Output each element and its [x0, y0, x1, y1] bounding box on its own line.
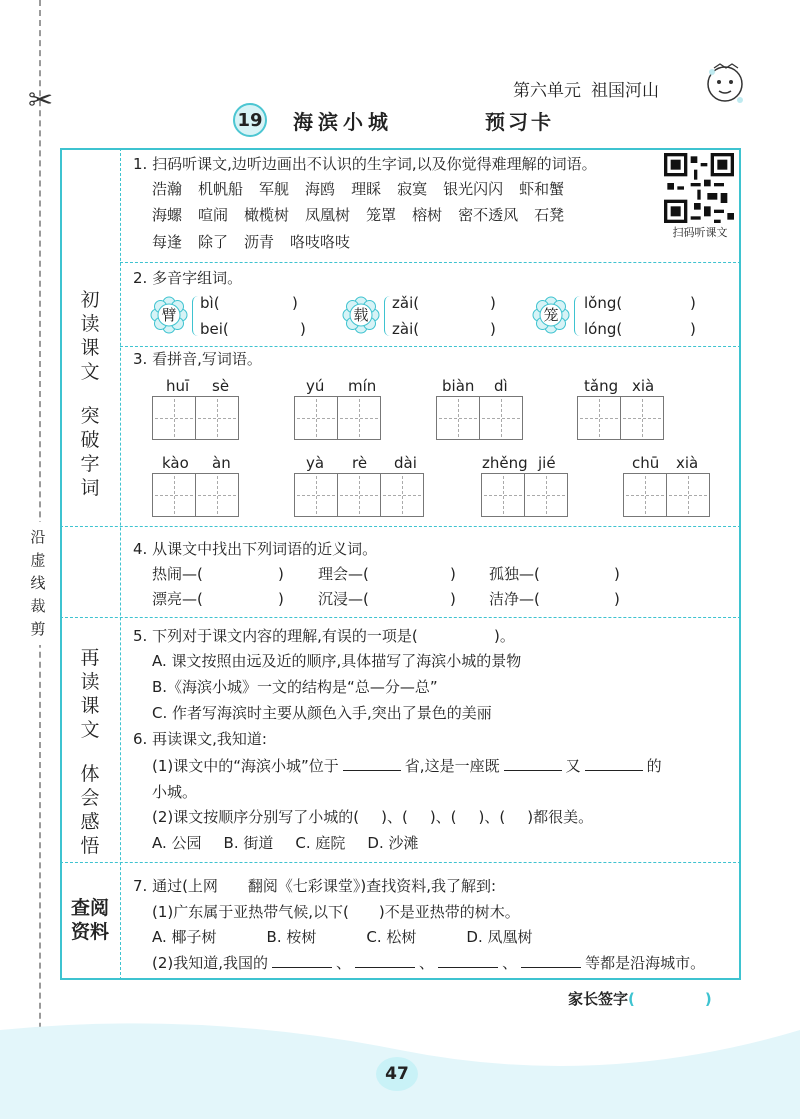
divider: [60, 617, 741, 618]
pinyin: tǎng: [584, 377, 619, 395]
divider: [60, 526, 741, 527]
divider: [120, 346, 741, 347]
q1-word-row: 每逢 除了 沥青 咯吱咯吱: [152, 233, 351, 251]
writing-grid[interactable]: [481, 473, 567, 517]
pinyin: àn: [212, 454, 231, 472]
q2-prompt: 2. 多音字组词。: [133, 269, 243, 287]
qr-caption: 扫码听课文: [672, 226, 728, 239]
paren: ): [490, 294, 496, 312]
q5-option: C. 作者写海滨时主要从颜色入手,突出了景色的美丽: [152, 704, 492, 722]
paren: ): [690, 294, 696, 312]
pinyin: jié: [538, 454, 556, 472]
q1-word-row: 浩瀚 机帆船 军舰 海鸥 理睬 寂寞 银光闪闪 虾和蟹: [152, 180, 565, 198]
pinyin: chū: [632, 454, 660, 472]
pinyin: yà: [306, 454, 325, 472]
polyphone-reading: zǎi(: [392, 294, 420, 312]
polyphone-reading: lǒng(: [584, 294, 623, 312]
sidebar-divider: [120, 148, 121, 980]
cut-instruction: 沿 虚 线 裁 剪: [23, 522, 53, 645]
polyphone-char: 载: [353, 306, 369, 324]
scissors-icon: ✂: [28, 83, 54, 118]
unit-header: 第六单元 祖国河山: [513, 81, 659, 101]
q6-line: (1)课文中的“海滨小城”位于 省,这是一座既 又 的: [152, 757, 662, 775]
synonym-item: 洁净—(: [489, 590, 540, 608]
section-label-research: 查阅 资料: [70, 897, 109, 943]
synonym-item: 漂亮—(: [152, 590, 203, 608]
synonym-item: 沉浸—(: [318, 590, 369, 608]
pinyin: rè: [352, 454, 368, 472]
section-label-first-read: 初 读 课 文 突 破 字 词: [80, 289, 100, 499]
paren: ): [690, 320, 696, 338]
sidebar: [60, 148, 120, 980]
answer-blank[interactable]: [504, 756, 562, 771]
q7-prompt: 7. 通过(上网 翻阅《七彩课堂》)查找资料,我了解到:: [133, 877, 497, 895]
polyphone-reading: zài(: [392, 320, 420, 338]
answer-blank[interactable]: [272, 953, 332, 968]
q7-line: (2)我知道,我国的 、 、 、 等都是沿海城市。: [152, 954, 706, 972]
q6-line: 小城。: [152, 783, 198, 801]
writing-grid[interactable]: [436, 396, 522, 440]
answer-blank[interactable]: [521, 953, 581, 968]
q5-option: A. 课文按照由远及近的顺序,具体描写了海滨小城的景物: [152, 652, 522, 670]
paren: ): [490, 320, 496, 338]
pinyin: xià: [632, 377, 655, 395]
page-number: 47: [376, 1057, 418, 1091]
pinyin: xià: [676, 454, 699, 472]
synonym-item: 孤独—(: [489, 565, 540, 583]
q5-prompt: 5. 下列对于课文内容的理解,有误的一项是(: [133, 627, 418, 645]
polyphone-reading: lóng(: [584, 320, 623, 338]
pinyin: dì: [494, 377, 508, 395]
writing-grid[interactable]: [294, 396, 380, 440]
q6-prompt: 6. 再读课文,我知道:: [133, 730, 267, 748]
divider: [120, 262, 741, 263]
q5-option: B.《海滨小城》一文的结构是“总—分—总”: [152, 678, 438, 696]
lesson-title-bar: [233, 103, 653, 137]
q1-prompt: 1. 扫码听课文,边听边画出不认识的生字词,以及你觉得难理解的词语。: [133, 155, 597, 173]
pinyin: huī: [166, 377, 190, 395]
pinyin: mín: [348, 377, 377, 395]
pinyin: sè: [212, 377, 230, 395]
paren: ): [292, 294, 298, 312]
writing-grid[interactable]: [294, 473, 423, 517]
q3-prompt: 3. 看拼音,写词语。: [133, 350, 262, 368]
brace: [574, 296, 581, 336]
answer-blank[interactable]: [355, 953, 415, 968]
paren: ): [614, 565, 620, 583]
writing-grid[interactable]: [152, 396, 238, 440]
pinyin: dài: [394, 454, 417, 472]
polyphone-char: 笼: [543, 306, 559, 324]
pinyin: zhěng: [482, 454, 528, 472]
card-label: 预习卡: [485, 110, 554, 134]
q6-line: (2)课文按顺序分别写了小城的( )、( )、( )、( )都很美。: [152, 808, 594, 826]
writing-grid[interactable]: [152, 473, 238, 517]
paren: ): [278, 565, 284, 583]
pinyin: kào: [162, 454, 189, 472]
paren: ): [450, 565, 456, 583]
q6-options: A. 公园 B. 街道 C. 庭院 D. 沙滩: [152, 834, 419, 852]
lesson-title: 海滨小城: [293, 110, 393, 134]
writing-grid[interactable]: [577, 396, 663, 440]
qr-code-icon[interactable]: [664, 153, 734, 223]
answer-blank[interactable]: [438, 953, 498, 968]
pinyin: yú: [306, 377, 325, 395]
q7-line: (1)广东属于亚热带气候,以下( )不是亚热带的树木。: [152, 903, 520, 921]
brace: [192, 296, 199, 336]
paren: ): [614, 590, 620, 608]
mascot-icon: [702, 60, 748, 106]
paren: ): [450, 590, 456, 608]
pinyin: biàn: [442, 377, 475, 395]
q1-word-row: 海螺 喧闹 橄榄树 凤凰树 笼罩 榕树 密不透风 石凳: [152, 206, 565, 224]
lesson-number: 19: [233, 103, 267, 137]
q5-close: )。: [494, 627, 515, 645]
writing-grid[interactable]: [623, 473, 709, 517]
brace: [384, 296, 391, 336]
q4-prompt: 4. 从课文中找出下列词语的近义词。: [133, 540, 378, 558]
synonym-item: 理会—(: [318, 565, 369, 583]
q7-options: A. 椰子树 B. 桉树 C. 松树 D. 凤凰树: [152, 928, 533, 946]
polyphone-reading: bei(: [200, 320, 229, 338]
parent-signature[interactable]: 家长签字( ): [568, 990, 712, 1008]
synonym-item: 热闹—(: [152, 565, 203, 583]
polyphone-reading: bì(: [200, 294, 220, 312]
paren: ): [300, 320, 306, 338]
answer-blank[interactable]: [585, 756, 643, 771]
divider: [60, 862, 741, 863]
polyphone-char: 臂: [161, 306, 177, 324]
section-label-reread: 再 读 课 文 体 会 感 悟: [80, 647, 100, 857]
answer-blank[interactable]: [343, 756, 401, 771]
paren: ): [278, 590, 284, 608]
